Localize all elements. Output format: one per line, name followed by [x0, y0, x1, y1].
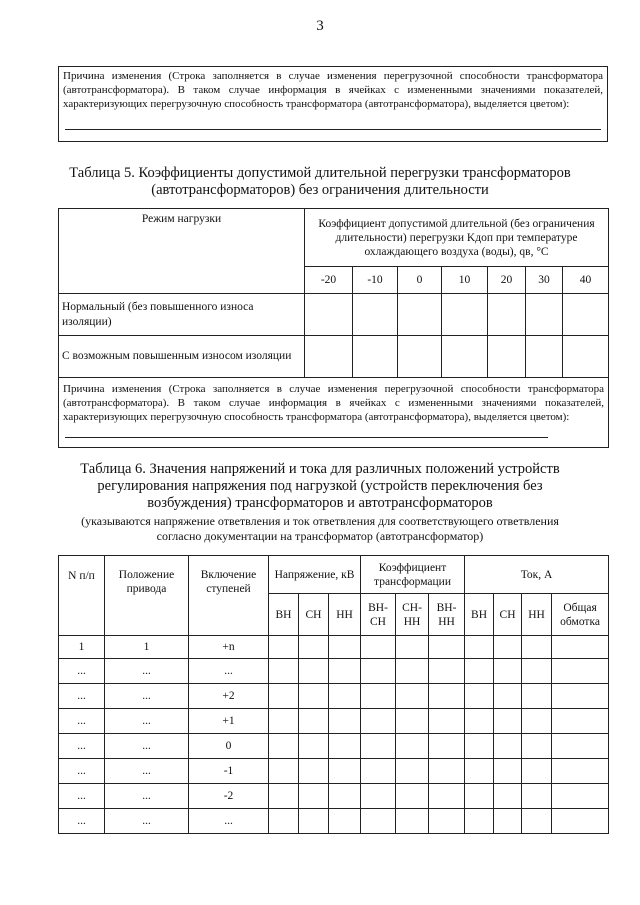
- row-steps: -1: [189, 759, 269, 784]
- row-position: ...: [105, 809, 189, 834]
- row-position: ...: [105, 659, 189, 684]
- sub-header-cell: НН: [522, 594, 552, 636]
- table6-num-header: N п/п: [59, 556, 105, 636]
- temp-cell: 20: [488, 267, 526, 294]
- row-position: ...: [105, 684, 189, 709]
- sub-header-cell: ВН: [465, 594, 494, 636]
- row-steps: -2: [189, 784, 269, 809]
- sub-header-cell: ВН: [269, 594, 299, 636]
- row-position: ...: [105, 734, 189, 759]
- row-steps: 0: [189, 734, 269, 759]
- row-num: ...: [59, 759, 105, 784]
- table5-row-label: Нормальный (без повышенного износа изоляции): [59, 294, 305, 336]
- temp-cell: 0: [398, 267, 442, 294]
- change-reason-box: [58, 66, 608, 142]
- table5: [58, 208, 609, 448]
- temp-cell: -20: [305, 267, 353, 294]
- sub-header-cell: ВН-СН: [361, 594, 396, 636]
- table6: [58, 555, 609, 834]
- sub-header-cell: СН: [299, 594, 329, 636]
- table5-row-label: С возможным повышенным износом изоляции: [59, 336, 305, 378]
- table-row: [59, 636, 609, 659]
- temp-cell: -10: [353, 267, 398, 294]
- table6-position-header: Положение привода: [105, 556, 189, 636]
- table6-steps-header: Включение ступеней: [189, 556, 269, 636]
- row-steps: +1: [189, 709, 269, 734]
- table6-caption: [40, 461, 600, 512]
- table6-subcaption-line2: согласно документации на трансформатор (автотрансформатор): [156, 529, 484, 543]
- row-position: ...: [105, 709, 189, 734]
- sub-header-cell: Общая обмотка: [552, 594, 609, 636]
- row-num: ...: [59, 809, 105, 834]
- temp-cell: 10: [442, 267, 488, 294]
- sub-header-cell: СН: [494, 594, 522, 636]
- table5-caption-line1: Таблица 5. Коэффициенты допустимой длительной перегрузки трансформаторов: [69, 165, 571, 181]
- table6-body: [59, 636, 609, 834]
- row-steps: +n: [189, 636, 269, 659]
- table6-voltage-header: Напряжение, кВ: [269, 556, 361, 594]
- table6-current-header: Ток, А: [465, 556, 609, 594]
- table-row: [59, 784, 609, 809]
- temp-cell: 40: [563, 267, 609, 294]
- table5-reason-text: Причина изменения (Строка заполняется в случае изменения перегрузочной способности трансформатора (автотрансформатора). В таком случае информация в ячейках с измененными значениями показателей, характеризующих перегрузочную способность трансформатора (автотрансформатора), выделяется цветом):: [63, 383, 605, 423]
- table-row: [59, 684, 609, 709]
- row-num: ...: [59, 709, 105, 734]
- sub-header-cell: СН-НН: [396, 594, 429, 636]
- table-row: [59, 734, 609, 759]
- row-steps: +2: [189, 684, 269, 709]
- row-position: ...: [105, 759, 189, 784]
- table-row: [59, 759, 609, 784]
- table-row: [59, 659, 609, 684]
- table6-ratio-header: Коэффициент трансформации: [361, 556, 465, 594]
- row-position: 1: [105, 636, 189, 659]
- table6-subcaption: [40, 514, 600, 544]
- table6-caption-line1: Таблица 6. Значения напряжений и тока для различных положений устройств: [80, 461, 560, 477]
- table6-caption-line3: возбуждения) трансформаторов и автотрансформаторов: [147, 495, 493, 511]
- temp-cell: 30: [526, 267, 563, 294]
- table6-caption-line2: регулирования напряжения под нагрузкой (устройств переключения без: [97, 478, 543, 494]
- row-steps: ...: [189, 809, 269, 834]
- table-row: [59, 709, 609, 734]
- sub-header-cell: НН: [329, 594, 361, 636]
- row-num: ...: [59, 659, 105, 684]
- row-steps: ...: [189, 659, 269, 684]
- row-num: ...: [59, 684, 105, 709]
- table6-subcaption-line1: (указываются напряжение ответвления и ток ответвления для соответствующего ответвления: [81, 514, 559, 528]
- row-position: ...: [105, 784, 189, 809]
- page-number: 3: [316, 18, 324, 34]
- table5-mode-header: Режим нагрузки: [59, 209, 305, 294]
- change-reason-text: Причина изменения (Строка заполняется в случае изменения перегрузочной способности трансформатора (автотрансформатора). В таком случае информация в ячейках с измененными значениями показателей, характеризующих перегрузочную способность трансформатора (автотрансформатора), выделяется цветом):: [63, 70, 603, 110]
- table5-reason-cell: [59, 378, 609, 448]
- row-num: ...: [59, 784, 105, 809]
- table-row: [59, 809, 609, 834]
- sub-header-cell: ВН-НН: [429, 594, 465, 636]
- row-num: ...: [59, 734, 105, 759]
- row-num: 1: [59, 636, 105, 659]
- table5-caption-line2: (автотрансформаторов) без ограничения длительности: [151, 182, 489, 198]
- table5-caption: [40, 165, 600, 199]
- table5-coef-header: Коэффициент допустимой длительной (без ограничения длительности) перегрузки Kдоп при температуре охлаждающего воздуха (воды), qв, °С: [305, 209, 609, 267]
